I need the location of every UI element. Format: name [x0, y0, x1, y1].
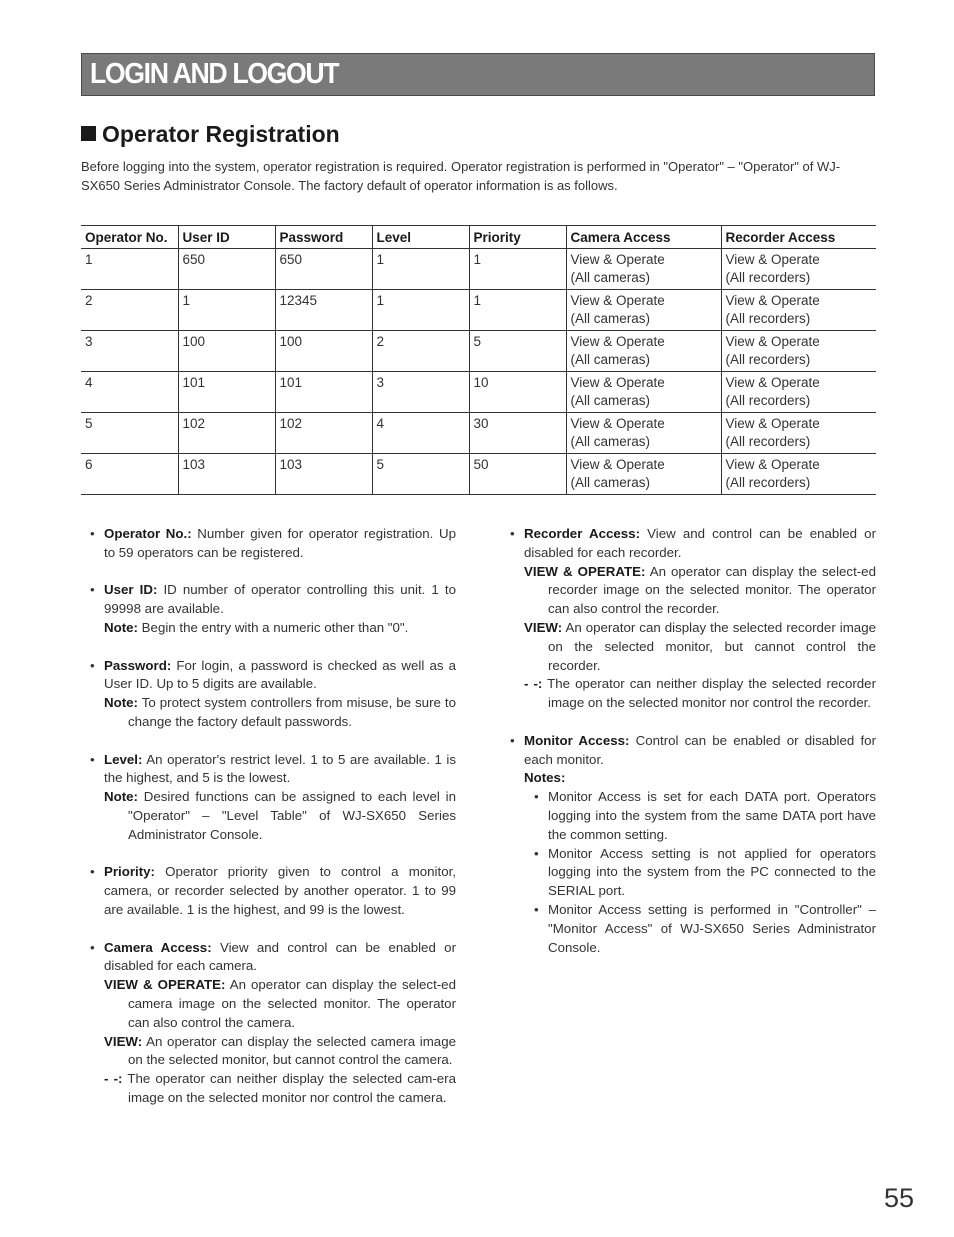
- note-item: [524, 901, 876, 957]
- mode-view: [104, 1033, 456, 1071]
- cell-camera-access: [566, 290, 721, 331]
- cell-camera-access: [566, 413, 721, 454]
- mode-term: - -:: [524, 676, 543, 692]
- cell-priority: 1: [469, 290, 566, 331]
- cell-camera-access: [566, 331, 721, 372]
- item-monitor-access: [510, 732, 876, 958]
- cell-user-id: 1: [178, 290, 275, 331]
- item-priority: [90, 863, 456, 919]
- term: Recorder Access:: [524, 526, 641, 541]
- bullet-icon: •: [90, 751, 95, 767]
- bullet-icon: •: [90, 939, 95, 955]
- mode-text: An operator can display the select-ed camera image on the selected monitor. The operator can also control the camera.: [128, 977, 456, 1030]
- mode-text: The operator can neither display the selected cam-era image on the selected monitor nor control the camera.: [122, 1071, 457, 1105]
- item-password: [90, 657, 456, 732]
- header-recorder-access: Recorder Access: [721, 226, 876, 249]
- mode-view: [524, 619, 876, 675]
- item-camera-access: [90, 939, 457, 1108]
- cell-user-id: 650: [178, 249, 275, 290]
- cell-recorder-access: [721, 331, 876, 372]
- note-text: To protect system controllers from misuse, be sure to change the factory default passwords.: [128, 695, 456, 729]
- cell-recorder-access: [721, 372, 876, 413]
- note-item: [524, 845, 876, 901]
- camera-access-scope: (All cameras): [570, 310, 651, 326]
- recorder-access-scope: (All recorders): [725, 474, 811, 490]
- note-text: Monitor Access setting is performed in "Controller" – "Monitor Access" of WJ-SX650 Series Administrator Console.: [548, 901, 876, 955]
- recorder-access-mode: View & Operate: [725, 457, 820, 472]
- mode-term: VIEW:: [524, 619, 563, 635]
- table-header-row: [81, 226, 876, 249]
- cell-operator-no: 4: [81, 372, 178, 413]
- description: An operator's restrict level. 1 to 5 are available. 1 is the highest, and 5 is the lowest.: [104, 751, 456, 786]
- table-row: [81, 372, 876, 413]
- header-user-id: User ID: [178, 226, 275, 249]
- bullet-icon: •: [510, 526, 515, 541]
- cell-level: 5: [372, 454, 469, 495]
- term: Camera Access:: [104, 939, 212, 955]
- cell-camera-access: [566, 372, 721, 413]
- camera-access-scope: (All cameras): [570, 269, 651, 285]
- term: Level:: [104, 751, 143, 767]
- mode-term: VIEW:: [104, 1033, 143, 1049]
- header-operator-no: Operator No.: [81, 226, 178, 249]
- cell-level: 4: [372, 413, 469, 454]
- camera-access-scope: (All cameras): [570, 433, 651, 449]
- mode-text: An operator can display the select-ed recorder image on the selected monitor. The operator can also control the recorder.: [548, 563, 876, 617]
- bullet-icon: •: [90, 864, 95, 880]
- section-heading: [81, 121, 340, 148]
- camera-access-mode: View & Operate: [570, 252, 665, 267]
- camera-access-scope: (All cameras): [570, 392, 651, 408]
- cell-level: 2: [372, 331, 469, 372]
- camera-access-mode: View & Operate: [570, 334, 665, 349]
- mode-none: [104, 1070, 456, 1108]
- cell-operator-no: 5: [81, 413, 178, 454]
- cell-password: 101: [275, 372, 372, 413]
- mode-term: VIEW & OPERATE:: [104, 977, 226, 993]
- cell-user-id: 101: [178, 372, 275, 413]
- mode-view-operate: [104, 976, 456, 1032]
- chapter-title: LOGIN AND LOGOUT: [90, 58, 339, 90]
- page-number: 55: [884, 1183, 915, 1213]
- table-row: [81, 290, 876, 331]
- cell-user-id: 100: [178, 331, 275, 372]
- mode-text: An operator can display the selected camera image on the selected monitor, but cannot control the camera.: [128, 1033, 456, 1068]
- description: For login, a password is checked as well as a User ID. Up to 5 digits are available.: [104, 657, 456, 692]
- cell-password: 12345: [275, 290, 372, 331]
- cell-user-id: 103: [178, 454, 275, 495]
- cell-operator-no: 6: [81, 454, 178, 495]
- bullet-icon: •: [534, 845, 539, 861]
- cell-level: 1: [372, 290, 469, 331]
- camera-access-scope: (All cameras): [570, 474, 651, 490]
- description: Operator priority given to control a monitor, camera, or recorder selected by another operator. 1 to 99 are available. 1 is the highest, and 99 is the lowest.: [104, 864, 456, 917]
- recorder-access-scope: (All recorders): [725, 392, 811, 408]
- mode-term: VIEW & OPERATE:: [524, 563, 646, 579]
- cell-priority: 5: [469, 331, 566, 372]
- table-row: [81, 249, 876, 290]
- intro-paragraph: Before logging into the system, operator registration is required. Operator registration is performed in "Operator" – "Operator" of WJ-SX650 Series Administrator Console. The factory default of operator information is as follows.: [81, 159, 841, 193]
- item-recorder-access: [510, 525, 876, 713]
- header-priority: Priority: [469, 226, 566, 249]
- recorder-access-mode: View & Operate: [725, 334, 820, 349]
- cell-priority: 10: [469, 372, 566, 413]
- mode-term: - -:: [104, 1071, 123, 1087]
- term: Priority:: [104, 864, 155, 880]
- cell-password: 650: [275, 249, 372, 290]
- cell-user-id: 102: [178, 413, 275, 454]
- bullet-icon: •: [90, 582, 95, 598]
- recorder-access-mode: View & Operate: [725, 375, 820, 390]
- bullet-icon: •: [90, 657, 95, 673]
- note-text: Monitor Access is set for each DATA port. Operators logging into the system from the same DATA port have the common setting.: [548, 789, 876, 842]
- bullet-icon: •: [510, 732, 515, 748]
- recorder-access-mode: View & Operate: [725, 293, 820, 308]
- cell-operator-no: 3: [81, 331, 178, 372]
- mode-view-operate: [524, 563, 876, 619]
- note: [104, 694, 456, 732]
- recorder-access-scope: (All recorders): [725, 433, 811, 449]
- recorder-access-scope: (All recorders): [725, 310, 811, 326]
- right-column: [510, 525, 876, 976]
- item-operator-no: [90, 525, 456, 563]
- recorder-access-mode: View & Operate: [725, 416, 820, 431]
- camera-access-mode: View & Operate: [570, 375, 665, 390]
- term: Operator No.:: [104, 526, 192, 541]
- camera-access-scope: (All cameras): [570, 351, 651, 367]
- cell-camera-access: [566, 454, 721, 495]
- cell-password: 103: [275, 454, 372, 495]
- note-text: Begin the entry with a numeric other than "0".: [137, 619, 409, 635]
- mode-none: [524, 675, 876, 713]
- table-row: [81, 413, 876, 454]
- cell-recorder-access: [721, 249, 876, 290]
- cell-recorder-access: [721, 290, 876, 331]
- bullet-icon: •: [90, 526, 95, 541]
- section-title: Operator Registration: [102, 121, 340, 147]
- camera-access-mode: View & Operate: [570, 416, 665, 431]
- bullet-icon: •: [534, 901, 539, 917]
- recorder-access-scope: (All recorders): [725, 351, 811, 367]
- camera-access-mode: View & Operate: [570, 293, 665, 308]
- note-text: Desired functions can be assigned to each level in "Operator" – "Level Table" of WJ-SX650 Series Administrator Console.: [128, 789, 456, 842]
- note-text: Monitor Access setting is not applied for operators logging into the system from the PC connected to the SERIAL port.: [548, 845, 876, 899]
- description: Control can be enabled or disabled for each monitor.: [524, 732, 876, 767]
- operator-defaults-table: [81, 225, 876, 495]
- cell-priority: 50: [469, 454, 566, 495]
- item-level: [90, 751, 456, 845]
- header-password: Password: [275, 226, 372, 249]
- description: ID number of operator controlling this unit. 1 to 99998 are available.: [104, 582, 456, 617]
- cell-priority: 30: [469, 413, 566, 454]
- description: View and control can be enabled or disabled for each camera.: [104, 939, 456, 974]
- note: [104, 788, 456, 844]
- term: Monitor Access:: [524, 732, 630, 748]
- table-row: [81, 331, 876, 372]
- cell-priority: 1: [469, 249, 566, 290]
- bullet-icon: •: [534, 789, 539, 805]
- item-user-id: [90, 581, 456, 637]
- recorder-access-scope: (All recorders): [725, 269, 811, 285]
- term: Password:: [104, 657, 172, 673]
- camera-access-mode: View & Operate: [570, 457, 665, 472]
- description: Number given for operator registration. Up to 59 operators can be registered.: [104, 526, 456, 560]
- cell-operator-no: 2: [81, 290, 178, 331]
- mode-text: An operator can display the selected recorder image on the selected monitor, but cannot control the recorder.: [548, 619, 876, 673]
- cell-recorder-access: [721, 413, 876, 454]
- note: [104, 619, 456, 638]
- note-term: Note:: [104, 789, 138, 805]
- cell-camera-access: [566, 249, 721, 290]
- description: View and control can be enabled or disabled for each recorder.: [524, 526, 876, 560]
- notes-label: Notes:: [524, 770, 566, 786]
- mode-text: The operator can neither display the selected recorder image on the selected monitor nor control the recorder.: [542, 676, 876, 711]
- header-camera-access: Camera Access: [566, 226, 721, 249]
- term: User ID:: [104, 582, 158, 598]
- note-term: Note:: [104, 695, 138, 711]
- left-column: [90, 525, 457, 1127]
- header-level: Level: [372, 226, 469, 249]
- cell-level: 1: [372, 249, 469, 290]
- square-bullet-icon: [81, 126, 96, 141]
- recorder-access-mode: View & Operate: [725, 252, 820, 267]
- cell-level: 3: [372, 372, 469, 413]
- chapter-banner: [81, 53, 875, 96]
- table-row: [81, 454, 876, 495]
- note-term: Note:: [104, 619, 138, 635]
- cell-password: 102: [275, 413, 372, 454]
- cell-recorder-access: [721, 454, 876, 495]
- note-item: [524, 788, 876, 844]
- cell-password: 100: [275, 331, 372, 372]
- cell-operator-no: 1: [81, 249, 178, 290]
